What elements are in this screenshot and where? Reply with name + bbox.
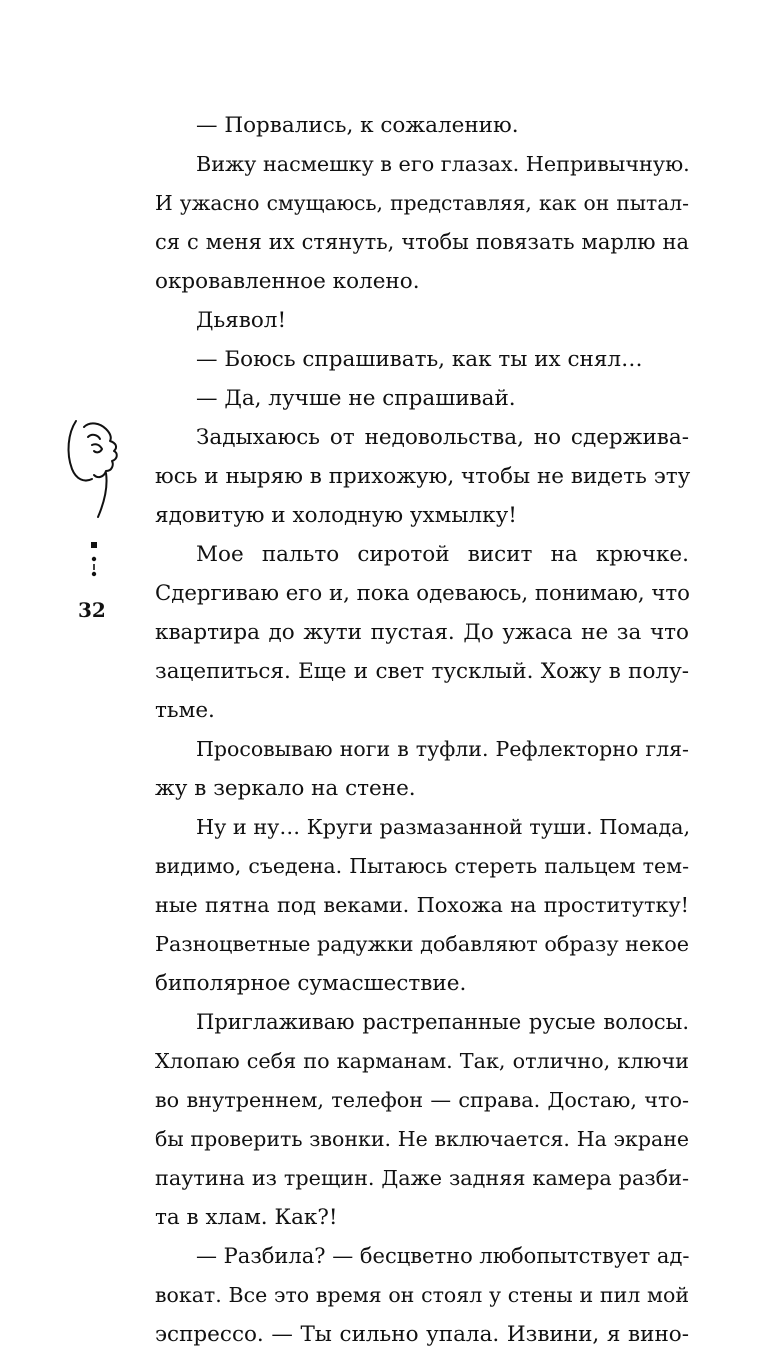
text-line: И ужасно смущаюсь, представляя, как он пытал- [155, 191, 689, 215]
text-line: — Да, лучше не спрашивай. [196, 386, 516, 411]
text-line: ся с меня их стянуть, чтобы повязать марлю на [155, 230, 689, 254]
text-line: Хлопаю себя по карманам. Так, отлично, ключи [155, 1049, 689, 1073]
face-profile-ornament-icon [62, 413, 134, 523]
text-line: — Порвались, к сожалению. [196, 113, 519, 138]
text-line: вокат. Все это время он стоял у стены и пил мой [155, 1283, 689, 1307]
text-line: Дьявол! [196, 308, 287, 333]
text-line: юсь и ныряю в прихожую, чтобы не видеть эту [155, 464, 691, 489]
text-line: Просовываю ноги в туфли. Рефлекторно гля- [196, 737, 689, 761]
divider-dots-icon [86, 540, 102, 578]
text-line: видимо, съедена. Пытаюсь стереть пальцем тем- [155, 854, 689, 878]
text-line: та в хлам. Как?! [155, 1205, 338, 1230]
text-line: — Боюсь спрашивать, как ты их снял… [196, 347, 643, 372]
text-line: ядовитую и холодную ухмылку! [155, 503, 517, 528]
text-line: — Разбила? — бесцветно любопытствует ад- [196, 1244, 690, 1268]
text-line: Задыхаюсь от недовольства, но сдержива- [196, 425, 689, 450]
text-line: биполярное сумасшествие. [155, 971, 467, 996]
text-line: бы проверить звонки. Не включается. На экране [155, 1127, 689, 1151]
text-line: Ну и ну… Круги размазанной туши. Помада, [196, 815, 691, 839]
body-text [155, 106, 689, 1354]
text-line: эспрессо. — Ты сильно упала. Извини, я вино- [155, 1322, 689, 1347]
text-line: Мое пальто сиротой висит на крючке. [196, 542, 689, 567]
text-line: зацепиться. Еще и свет тусклый. Хожу в полу- [155, 659, 689, 684]
text-line: во внутреннем, телефон — справа. Достаю, что- [155, 1088, 689, 1112]
text-line: Сдергиваю его и, пока одеваюсь, понимаю, что [155, 581, 690, 606]
page-number: 32 [78, 598, 106, 622]
text-line: ные пятна под веками. Похожа на проститутку! [155, 893, 689, 917]
text-line: Разноцветные радужки добавляют образу некое [155, 932, 689, 956]
text-line: жу в зеркало на стене. [155, 776, 416, 801]
text-line: Вижу насмешку в его глазах. Непривычную. [196, 152, 690, 176]
text-line: паутина из трещин. Даже задняя камера разби- [155, 1166, 689, 1190]
text-line: окровавленное колено. [155, 269, 420, 294]
text-line: Приглаживаю растрепанные русые волосы. [196, 1010, 689, 1034]
text-line: квартира до жути пустая. До ужаса не за что [155, 620, 689, 645]
text-line: тьме. [155, 698, 215, 723]
